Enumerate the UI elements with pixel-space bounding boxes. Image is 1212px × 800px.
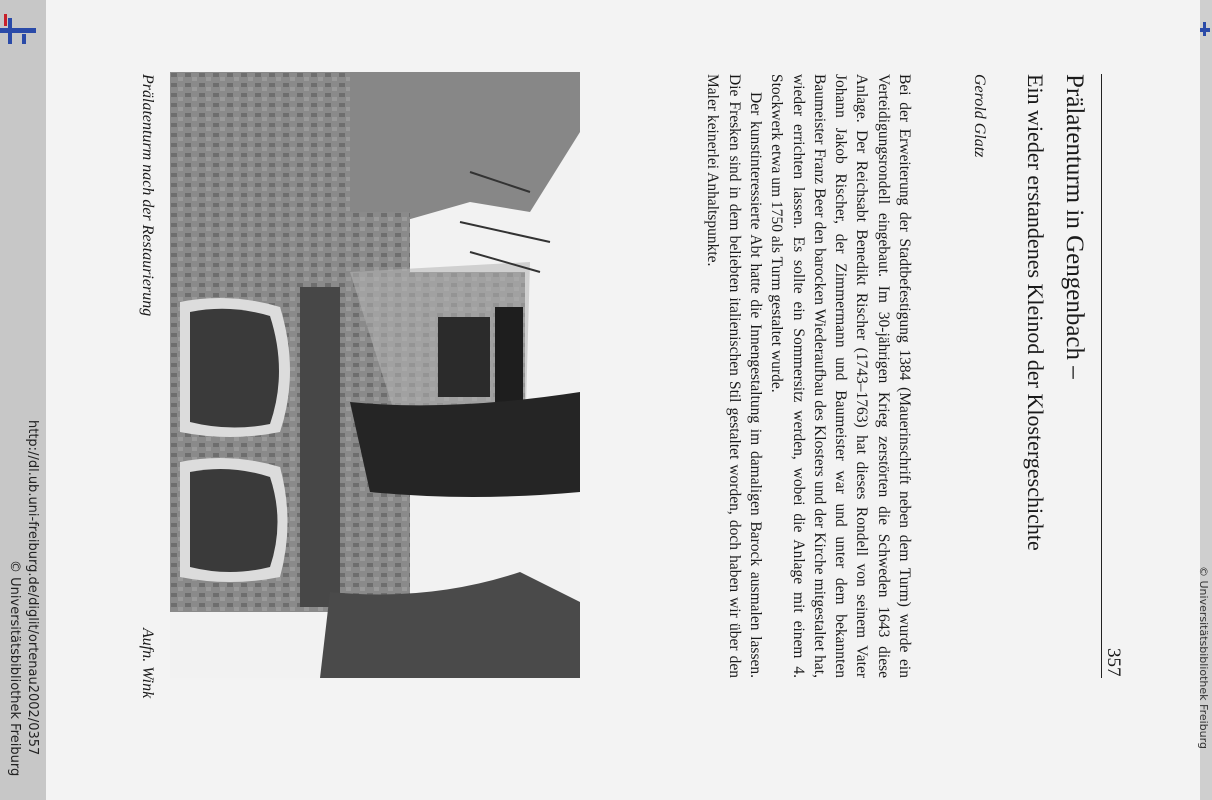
copyright-notice: © Universitätsbibliothek Freiburg — [7, 560, 22, 777]
library-logo-icon — [0, 14, 36, 46]
article-body — [630, 74, 915, 678]
tower-photo — [170, 72, 580, 678]
body-paragraph: Bei der Erweiterung der Stadtbefestigung 1384 (Mauerinschrift neben dem Turm) wurde ein Verteidigungsrondell eingebaut. Im 30-jährigen Krieg zerstörten die Schweden 1643 diese Anlage. Der Reichsabt Benedikt Rischer (1743–1763) hat dieses Rondell von seinem Vater Johann Jakob Rischer, der Zimmermann und Baumeister war und unter dem bekannten Baumeister Franz Beer den barocken Wiederaufbau des Klosters und der Kirche mitgestaltet hat, wieder errichten lassen. Es sollte ein Sommersitz werden, wobei die Anlage mit einem 4. Stockwerk etwa um 1750 als Turm gestaltet wurde. — [768, 74, 913, 678]
edge-copyright: © Universitätsbibliothek Freiburg — [1197, 566, 1210, 749]
body-paragraph: Der kunstinteressierte Abt hatte die Innengestaltung im damaligen Barock ausmalen lassen. Die Fresken sind in dem beliebten italienischen Stil gestaltet worden, doch haben wir über den Maler keinerlei Anhaltspunkte. — [704, 74, 764, 678]
photo-caption: Prälatenturm nach der Restaurierung — [139, 74, 156, 317]
photo-credit: Aufn. Wink — [139, 628, 156, 699]
library-logo-icon — [1200, 20, 1210, 38]
header-rule — [1101, 74, 1102, 678]
article-subtitle: Ein wieder erstandenes Kleinod der Klostergeschichte — [1023, 74, 1048, 551]
source-url[interactable]: http://dl.ub.uni-freiburg.de/diglit/ortenau2002/0357 — [25, 420, 40, 756]
article-title: Prälatenturm in Gengenbach – — [1061, 74, 1088, 379]
page-number: 357 — [1103, 648, 1124, 677]
author-name: Gerold Glatz — [971, 74, 988, 158]
